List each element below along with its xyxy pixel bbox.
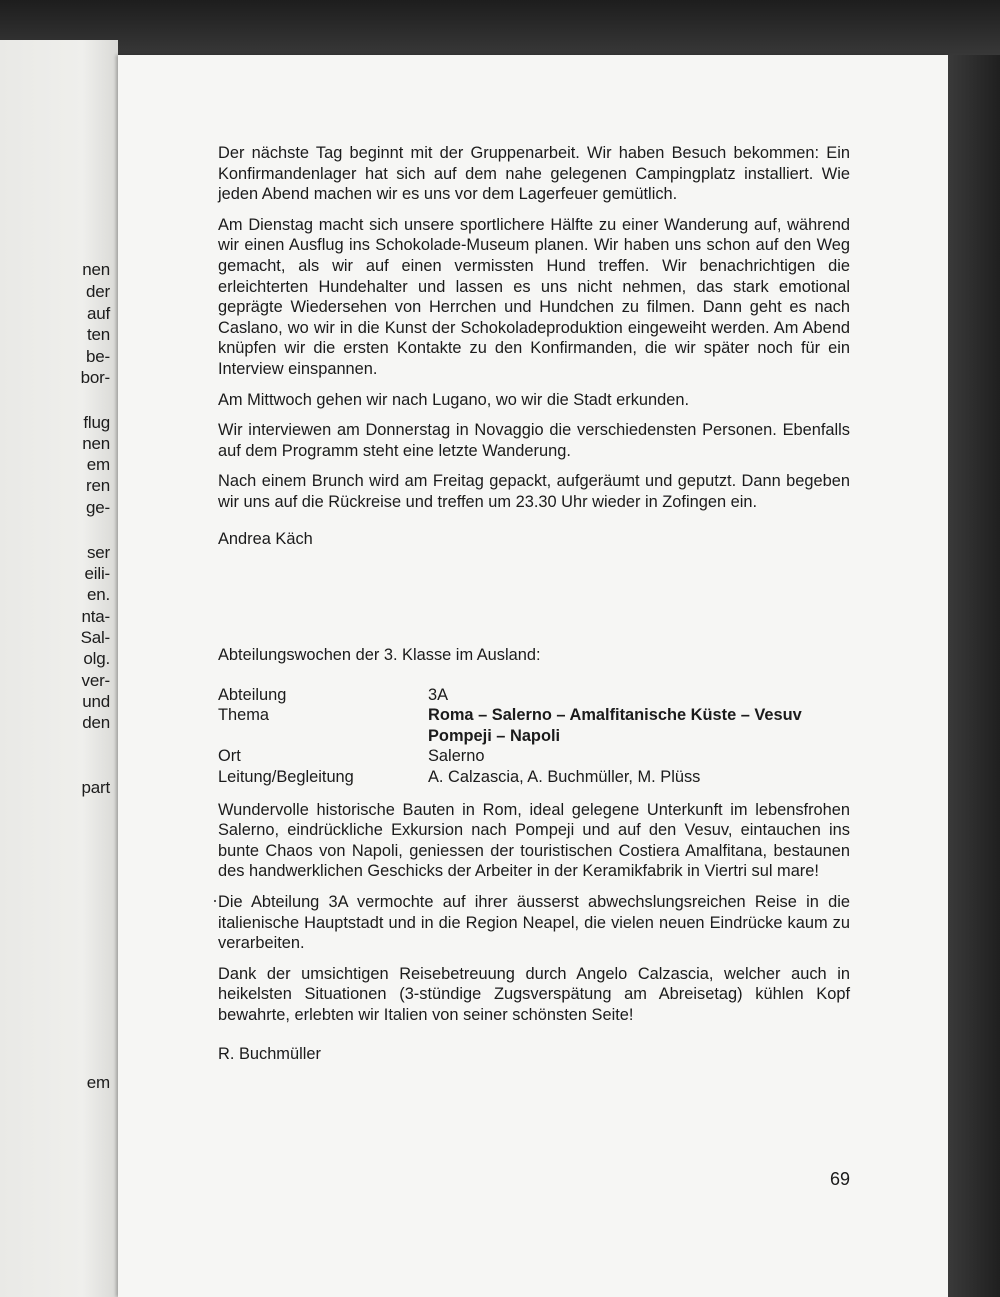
facing-page (0, 40, 118, 1297)
paragraph: Der nächste Tag beginnt mit der Gruppenarbeit. Wir haben Besuch bekommen: Ein Konfirmandenlager hat sich auf dem nahe gelegenen Campingplatz installiert. Wie jeden Abend machen wir es uns vor dem Lagerfeuer gemütlich. (218, 144, 850, 204)
facing-page-fragment: part (81, 778, 110, 797)
info-value: A. Calzascia, A. Buchmüller, M. Plüss (428, 768, 701, 787)
paragraph: Die Abteilung 3A vermochte auf ihrer äusserst abwechslungsreichen Reise in die italienische Hauptstadt und in die Region Neapel, die vielen neuen Eindrücke kaum zu verarbeiten. (218, 893, 850, 953)
thema-line: Pompeji – Napoli (428, 726, 561, 745)
paragraph: Am Dienstag macht sich unsere sportlichere Hälfte zu einer Wanderung auf, während wir einen Ausflug ins Schokolade-Museum planen. Wir haben uns schon auf den Weg gemacht, als wir auf einen vermissten Hund treffen. Wir benachrichtigen die erleichterten Hundehalter und lassen es uns nicht nehmen, das stark emotional geprägte Wiedersehen von Herrchen und Hundchen zu filmen. Dann geht es nach Caslano, wo wir in die Kunst der Schokoladeproduktion eingeweiht werden. Am Abend knüpfen wir die ersten Kontakte zu den Konfirmanden, die wir später noch für ein Interview einspannen. (218, 215, 850, 378)
facing-page-fragment: nen (82, 260, 110, 279)
trip-info-table (218, 685, 802, 788)
facing-page-fragment: den (82, 713, 110, 732)
paragraph: Am Mittwoch gehen wir nach Lugano, wo wir die Stadt erkunden. (218, 390, 690, 409)
info-label: Ort (218, 747, 241, 766)
info-value: 3A (428, 685, 449, 704)
facing-page-fragment: em (86, 1073, 110, 1092)
paragraph: Dank der umsichtigen Reisebetreuung durch Angelo Calzascia, welcher auch in heikelsten Situationen (3-stündige Zugsverspätung am Abreisetag) kühlen Kopf bewahrte, erlebten wir Italien von seiner schönsten Seite! (218, 964, 850, 1024)
info-label: Leitung/Begleitung (218, 768, 354, 787)
facing-page-fragment: em (86, 455, 110, 474)
facing-page-fragment: ge- (86, 498, 110, 517)
facing-page-fragment: en. (86, 585, 110, 604)
info-label: Abteilung (218, 685, 287, 704)
facing-page-fragment: be- (86, 347, 110, 366)
section-heading: Abteilungswochen der 3. Klasse im Ausland: (218, 646, 541, 665)
facing-page-fragment: nen (82, 434, 110, 453)
facing-page-fragment: auf (86, 304, 110, 323)
paragraph: Nach einem Brunch wird am Freitag gepackt, aufgeräumt und geputzt. Dann begeben wir uns auf die Rückreise und treffen um 23.30 Uhr wieder in Zofingen ein. (218, 472, 850, 511)
paragraph: Wundervolle historische Bauten in Rom, ideal gelegene Unterkunft im lebensfrohen Salerno, eindrückliche Exkursion nach Pompeji und auf den Vesuv, eintauchen ins bunte Chaos von Napoli, geniessen der touristischen Costiera Amalfitana, bestaunen des handwerklichen Geschicks der Arbeiter in der Keramikfabrik in Viertri sul mare! (218, 800, 850, 881)
facing-page-fragment: der (86, 282, 110, 301)
author-signature: Andrea Käch (218, 529, 313, 548)
author-signature: R. Buchmüller (218, 1044, 321, 1063)
facing-page-fragment: ten (86, 325, 110, 344)
info-row-abteilung (218, 685, 802, 706)
facing-page-fragment: und (82, 692, 110, 711)
page-number: 69 (829, 1169, 850, 1189)
facing-page-fragment: Sal- (80, 628, 110, 647)
facing-page-fragment: bor- (80, 368, 110, 387)
info-row-ort (218, 746, 802, 767)
info-label: Thema (218, 706, 270, 725)
facing-page-fragment: flug (83, 413, 110, 432)
facing-page-fragment: ser (86, 543, 110, 562)
thema-line: Roma – Salerno – Amalfitanische Küste – Vesuv (428, 706, 802, 725)
scan-speck (214, 900, 216, 902)
facing-page-fragment: ver- (81, 671, 110, 690)
paragraph: Wir interviewen am Donnerstag in Novaggio die verschiedensten Personen. Ebenfalls auf dem Programm steht eine letzte Wanderung. (218, 421, 850, 460)
facing-page-fragment: eili- (84, 564, 110, 583)
info-value: Salerno (428, 747, 485, 766)
scanner-background (0, 0, 1000, 60)
facing-page-fragment: nta- (81, 607, 110, 626)
info-row-leitung (218, 767, 802, 788)
info-value-thema (428, 705, 802, 746)
page-content (218, 143, 850, 1074)
document-page (118, 55, 948, 1297)
facing-page-fragment: olg. (83, 649, 110, 668)
info-row-thema (218, 705, 802, 746)
scanner-edge (948, 55, 1000, 1297)
facing-page-fragment: ren (86, 476, 110, 495)
